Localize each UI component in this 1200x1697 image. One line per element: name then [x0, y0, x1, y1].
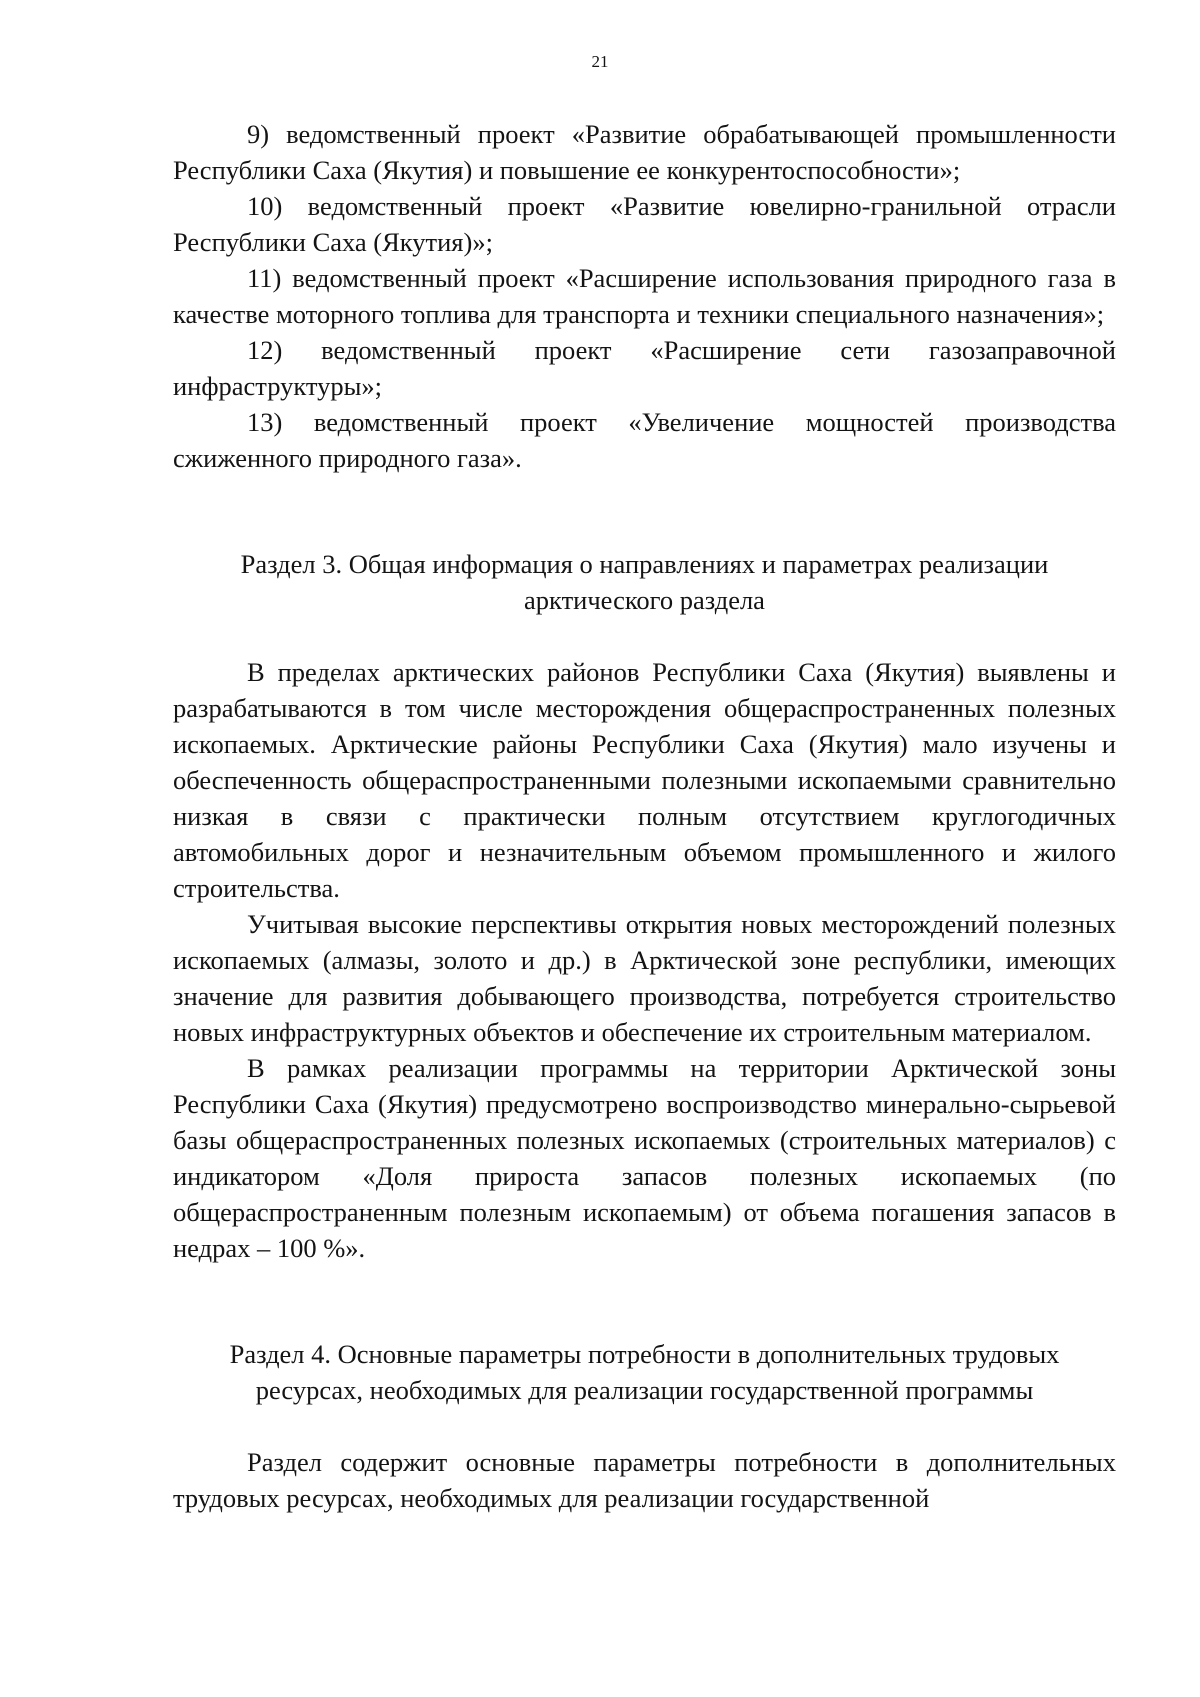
section-3-body: [173, 654, 1116, 1266]
section-4-heading: [173, 1336, 1116, 1408]
list-item: 9) ведомственный проект «Развитие обрабатывающей промышленности Республики Саха (Якутия) и повышение ее конкурентоспособности»;: [173, 119, 1116, 185]
list-item: 10) ведомственный проект «Развитие ювелирно-гранильной отрасли Республики Саха (Якутия)»;: [173, 191, 1116, 257]
section-3-paragraph: В пределах арктических районов Республики Саха (Якутия) выявлены и разрабатываются в том числе месторождения общераспространенных полезных ископаемых. Арктические районы Республики Саха (Якутия) мало изучены и обеспеченность общераспространенными полезными ископаемыми сравнительно низкая в связи с практически полным отсутствием круглогодичных автомобильных дорог и незначительным объемом промышленного и жилого строительства.: [173, 657, 1116, 903]
section-4-body: [173, 1444, 1116, 1516]
page-number: 21: [591, 52, 609, 71]
list-item: 11) ведомственный проект «Расширение использования природного газа в качестве моторного топлива для транспорта и техники специального назначения»;: [173, 263, 1116, 329]
section-3-heading-line-1: Раздел 3. Общая информация о направлениях и параметрах реализации: [240, 549, 1049, 579]
section-3-heading: [173, 546, 1116, 618]
list-item: 12) ведомственный проект «Расширение сети газозаправочной инфраструктуры»;: [173, 335, 1116, 401]
section-4-heading-line-1: Раздел 4. Основные параметры потребности в дополнительных трудовых: [229, 1339, 1060, 1369]
project-list: [173, 116, 1116, 476]
section-3-paragraph: В рамках реализации программы на территории Арктической зоны Республики Саха (Якутия) предусмотрено воспроизводство минерально-сырьевой базы общераспространенных полезных ископаемых (строительных материалов) с индикатором «Доля прироста запасов полезных ископаемых (по общераспространенным полезным ископаемым) от объема погашения запасов в недрах – 100 %».: [173, 1053, 1116, 1263]
section-4-paragraph: Раздел содержит основные параметры потребности в дополнительных трудовых ресурсах, необходимых для реализации государственной: [173, 1447, 1116, 1513]
section-3-heading-line-2: арктического раздела: [524, 585, 765, 615]
page-body: [173, 116, 1116, 1516]
section-3-paragraph: Учитывая высокие перспективы открытия новых месторождений полезных ископаемых (алмазы, золото и др.) в Арктической зоне республики, имеющих значение для развития добывающего производства, потребуется строительство новых инфраструктурных объектов и обеспечение их строительным материалом.: [173, 909, 1116, 1047]
section-4-heading-line-2: ресурсах, необходимых для реализации государственной программы: [255, 1375, 1034, 1405]
list-item: 13) ведомственный проект «Увеличение мощностей производства сжиженного природного газа».: [173, 407, 1116, 473]
